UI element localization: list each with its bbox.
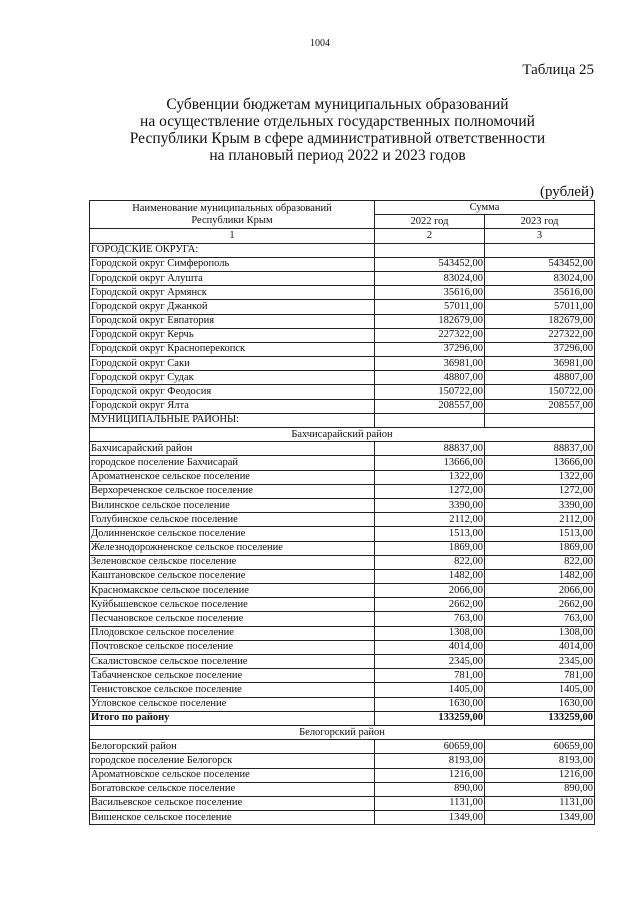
value-2023 (485, 243, 595, 257)
table-row (90, 683, 595, 697)
title-line: на плановый период 2022 и 2023 годов (209, 147, 466, 164)
table-row (90, 413, 595, 427)
value-2023: 822,00 (485, 555, 595, 569)
value-2023: 763,00 (485, 612, 595, 626)
value-2022: 890,00 (375, 782, 485, 796)
row-name: Городской округ Джанкой (90, 300, 375, 314)
value-2022: 781,00 (375, 669, 485, 683)
value-2023: 150722,00 (485, 385, 595, 399)
table-row (90, 669, 595, 683)
value-2022: 35616,00 (375, 286, 485, 300)
row-name: Богатовское сельское поселение (90, 782, 375, 796)
table-row (90, 796, 595, 810)
row-name: Городской округ Алушта (90, 271, 375, 285)
value-2023: 890,00 (485, 782, 595, 796)
table-row (90, 470, 595, 484)
table-row (90, 584, 595, 598)
units-label: (рублей) (539, 184, 594, 200)
header-name-line2: Республики Крым (191, 214, 273, 226)
table-body (90, 243, 595, 825)
value-2022: 83024,00 (375, 271, 485, 285)
table-row (90, 328, 595, 342)
value-2022: 1482,00 (375, 569, 485, 583)
table-row (90, 598, 595, 612)
value-2023: 1869,00 (485, 541, 595, 555)
section-heading: МУНИЦИПАЛЬНЫЕ РАЙОНЫ: (90, 413, 375, 427)
value-2022: 2345,00 (375, 655, 485, 669)
table-row (90, 612, 595, 626)
table-header (90, 201, 595, 244)
table-row (90, 498, 595, 512)
row-name: Табачненское сельское поселение (90, 669, 375, 683)
value-2022: 4014,00 (375, 640, 485, 654)
table-row (90, 484, 595, 498)
row-name: Куйбышевское сельское поселение (90, 598, 375, 612)
row-name: Городской округ Симферополь (90, 257, 375, 271)
row-name: городское поселение Белогорск (90, 754, 375, 768)
value-2023: 36981,00 (485, 357, 595, 371)
row-name: Городской округ Судак (90, 371, 375, 385)
value-2022: 1322,00 (375, 470, 485, 484)
value-2023: 1482,00 (485, 569, 595, 583)
value-2022 (375, 413, 485, 427)
value-2023: 60659,00 (485, 740, 595, 754)
table-row (90, 257, 595, 271)
value-2022: 3390,00 (375, 498, 485, 512)
row-name: Верхореченское сельское поселение (90, 484, 375, 498)
value-2022: 13666,00 (375, 456, 485, 470)
value-2022: 1630,00 (375, 697, 485, 711)
table-row (90, 754, 595, 768)
value-2022: 763,00 (375, 612, 485, 626)
value-2022: 822,00 (375, 555, 485, 569)
header-col-number: 3 (485, 229, 595, 243)
row-name: Долинненское сельское поселение (90, 527, 375, 541)
value-2022: 543452,00 (375, 257, 485, 271)
table-row (90, 626, 595, 640)
value-2023: 1272,00 (485, 484, 595, 498)
row-name: Зеленовское сельское поселение (90, 555, 375, 569)
value-2022: 150722,00 (375, 385, 485, 399)
row-name: Городской округ Евпатория (90, 314, 375, 328)
value-2022: 36981,00 (375, 357, 485, 371)
value-2023: 1322,00 (485, 470, 595, 484)
table-row (90, 399, 595, 413)
table-row (90, 655, 595, 669)
value-2022: 8193,00 (375, 754, 485, 768)
value-2023: 227322,00 (485, 328, 595, 342)
title-line: на осуществление отдельных государственных полномочий (140, 113, 535, 130)
value-2023: 13666,00 (485, 456, 595, 470)
value-2023: 1349,00 (485, 811, 595, 825)
value-2023: 2112,00 (485, 513, 595, 527)
value-2023: 35616,00 (485, 286, 595, 300)
title-line: Республики Крым в сфере административной ответственности (129, 130, 546, 147)
value-2022: 227322,00 (375, 328, 485, 342)
value-2022: 48807,00 (375, 371, 485, 385)
value-2023: 133259,00 (485, 711, 595, 725)
value-2022: 1349,00 (375, 811, 485, 825)
row-name: Плодовское сельское поселение (90, 626, 375, 640)
table-row (90, 286, 595, 300)
value-2022: 133259,00 (375, 711, 485, 725)
row-name: Белогорский район (90, 740, 375, 754)
row-name: Красномакское сельское поселение (90, 584, 375, 598)
table-row (90, 456, 595, 470)
row-name: Городской округ Красноперекопск (90, 342, 375, 356)
header-year-2023: 2023 год (485, 215, 595, 229)
header-name-line1: Наименование муниципальных образований (132, 202, 332, 214)
header-year-2022: 2022 год (375, 215, 485, 229)
value-2023: 88837,00 (485, 442, 595, 456)
row-name: Тенистовское сельское поселение (90, 683, 375, 697)
row-name: Вилинское сельское поселение (90, 498, 375, 512)
table-row (90, 527, 595, 541)
table-row (90, 725, 595, 739)
value-2023: 37296,00 (485, 342, 595, 356)
value-2022: 1272,00 (375, 484, 485, 498)
district-heading: Бахчисарайский район (90, 428, 595, 442)
row-name: Каштановское сельское поселение (90, 569, 375, 583)
value-2023: 4014,00 (485, 640, 595, 654)
value-2023: 2662,00 (485, 598, 595, 612)
value-2022: 88837,00 (375, 442, 485, 456)
value-2023: 2345,00 (485, 655, 595, 669)
value-2023: 182679,00 (485, 314, 595, 328)
value-2023: 208557,00 (485, 399, 595, 413)
table-row (90, 314, 595, 328)
table-row (90, 640, 595, 654)
value-2023: 1513,00 (485, 527, 595, 541)
value-2022: 57011,00 (375, 300, 485, 314)
value-2023: 543452,00 (485, 257, 595, 271)
row-name: Голубинское сельское поселение (90, 513, 375, 527)
table-label: Таблица 25 (522, 62, 594, 78)
row-name: Городской округ Ялта (90, 399, 375, 413)
table-row (90, 711, 595, 725)
value-2023: 781,00 (485, 669, 595, 683)
row-name: городское поселение Бахчисарай (90, 456, 375, 470)
table-row (90, 541, 595, 555)
row-name: Угловское сельское поселение (90, 697, 375, 711)
value-2022: 2112,00 (375, 513, 485, 527)
row-name: Городской округ Феодосия (90, 385, 375, 399)
row-name: Бахчисарайский район (90, 442, 375, 456)
title-line: Субвенции бюджетам муниципальных образований (166, 96, 509, 113)
row-name: Скалистовское сельское поселение (90, 655, 375, 669)
value-2022: 1131,00 (375, 796, 485, 810)
table-row (90, 342, 595, 356)
table-row (90, 768, 595, 782)
table-row (90, 442, 595, 456)
value-2023: 48807,00 (485, 371, 595, 385)
row-name: Городской округ Керчь (90, 328, 375, 342)
header-col-number: 1 (90, 229, 375, 243)
value-2023: 1216,00 (485, 768, 595, 782)
table-row (90, 271, 595, 285)
row-name: Ароматненское сельское поселение (90, 470, 375, 484)
value-2022: 1513,00 (375, 527, 485, 541)
row-name: Ароматновское сельское поселение (90, 768, 375, 782)
table-row (90, 697, 595, 711)
value-2023: 3390,00 (485, 498, 595, 512)
table-row (90, 811, 595, 825)
value-2023: 8193,00 (485, 754, 595, 768)
value-2023: 83024,00 (485, 271, 595, 285)
table-row (90, 513, 595, 527)
value-2022: 1216,00 (375, 768, 485, 782)
header-col-number: 2 (375, 229, 485, 243)
row-name: Песчановское сельское поселение (90, 612, 375, 626)
value-2023: 1405,00 (485, 683, 595, 697)
table-row (90, 428, 595, 442)
header-sum: Сумма (375, 201, 595, 215)
header-name-cell (90, 201, 375, 229)
value-2022: 1405,00 (375, 683, 485, 697)
district-heading: Белогорский район (90, 725, 595, 739)
row-name: Почтовское сельское поселение (90, 640, 375, 654)
value-2022: 182679,00 (375, 314, 485, 328)
value-2022: 2662,00 (375, 598, 485, 612)
table-row (90, 555, 595, 569)
value-2022: 37296,00 (375, 342, 485, 356)
table-row (90, 371, 595, 385)
row-name: Городской округ Армянск (90, 286, 375, 300)
value-2022: 1869,00 (375, 541, 485, 555)
value-2023: 1630,00 (485, 697, 595, 711)
row-name: Железнодорожненское сельское поселение (90, 541, 375, 555)
value-2023 (485, 413, 595, 427)
row-name: Вишенское сельское поселение (90, 811, 375, 825)
value-2022: 60659,00 (375, 740, 485, 754)
subsidy-table (89, 200, 595, 825)
table-row (90, 357, 595, 371)
table-row (90, 740, 595, 754)
value-2022: 208557,00 (375, 399, 485, 413)
table-row (90, 385, 595, 399)
value-2022: 1308,00 (375, 626, 485, 640)
value-2023: 57011,00 (485, 300, 595, 314)
table-row (90, 243, 595, 257)
row-name: Васильевское сельское поселение (90, 796, 375, 810)
page-number: 1004 (310, 38, 330, 49)
value-2022 (375, 243, 485, 257)
value-2022: 2066,00 (375, 584, 485, 598)
value-2023: 1308,00 (485, 626, 595, 640)
row-name: Городской округ Саки (90, 357, 375, 371)
value-2023: 2066,00 (485, 584, 595, 598)
table-row (90, 782, 595, 796)
table-row (90, 300, 595, 314)
row-name: Итого по району (90, 711, 375, 725)
value-2023: 1131,00 (485, 796, 595, 810)
table-row (90, 569, 595, 583)
document-title (60, 96, 615, 164)
section-heading: ГОРОДСКИЕ ОКРУГА: (90, 243, 375, 257)
